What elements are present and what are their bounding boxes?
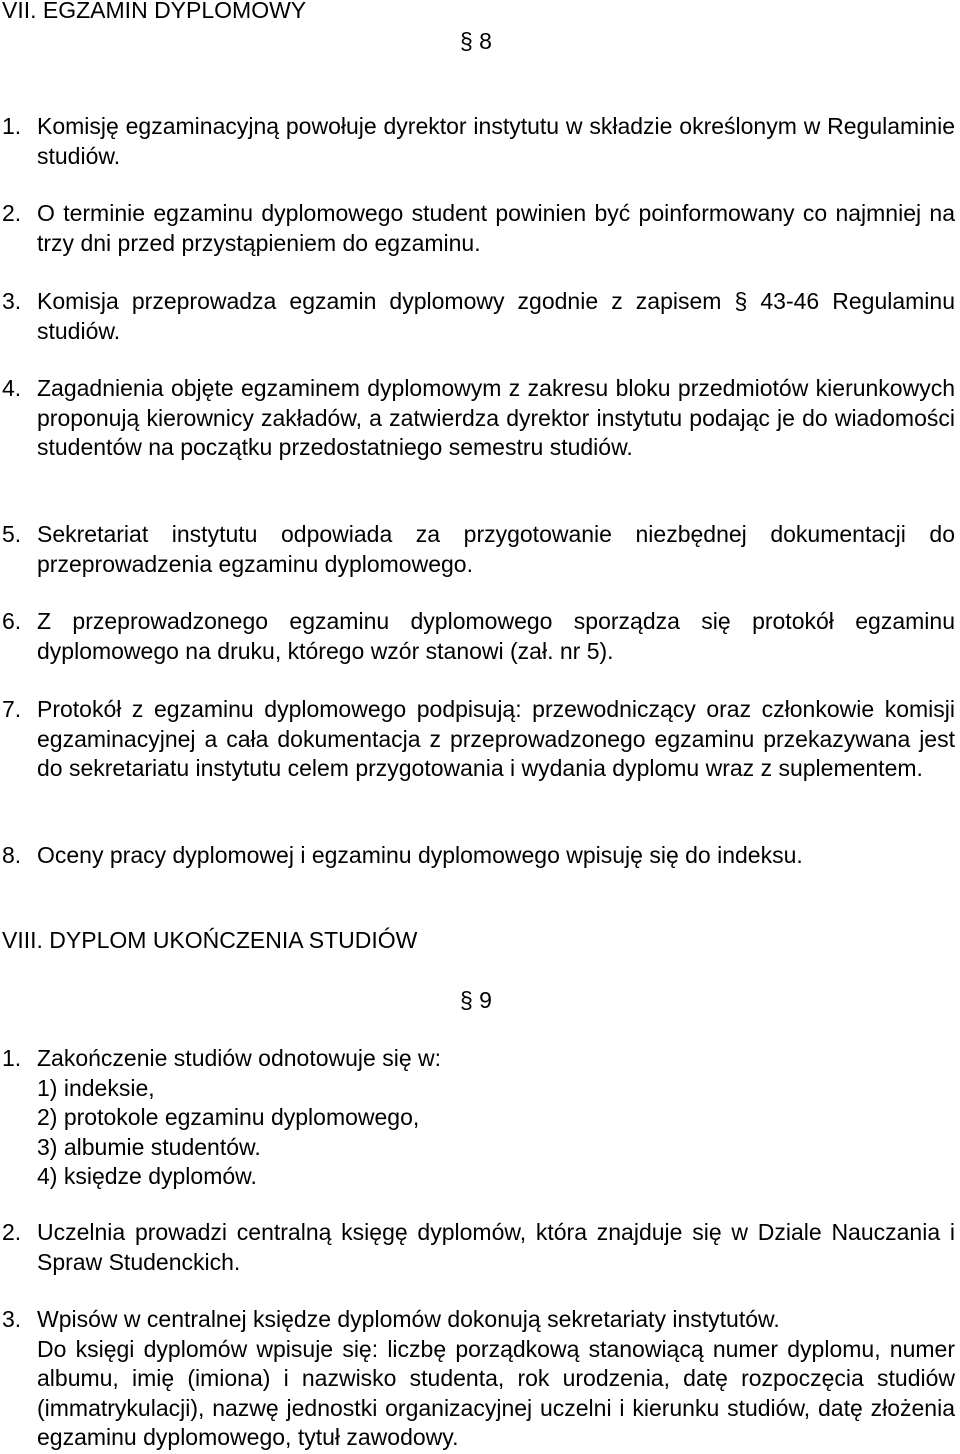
item-text: Komisja przeprowadza egzamin dyplomowy zgodnie z zapisem § 43-46 Regulaminu studiów. bbox=[37, 288, 955, 344]
sub-list-item bbox=[37, 1133, 955, 1163]
sub-item-number: 4) bbox=[37, 1163, 58, 1189]
item-number: 5. bbox=[2, 521, 22, 547]
item-text: Zagadnienia objęte egzaminem dyplomowym z zakresu bloku przedmiotów kierunkowych proponują kierownicy zakładów, a zatwierdza dyrektor instytutu podając je do wiadomości studentów na początku przedostatniego semestru studiów. bbox=[37, 375, 955, 460]
list-item-vii-4 bbox=[2, 374, 955, 463]
item-number: 1. bbox=[2, 1045, 22, 1071]
sub-item-text: protokole egzaminu dyplomowego, bbox=[63, 1104, 420, 1130]
sub-item-text: księdze dyplomów. bbox=[63, 1163, 257, 1189]
list-item-vii-7 bbox=[2, 695, 955, 784]
item-text: Oceny pracy dyplomowej i egzaminu dyplomowego wpisuję się do indeksu. bbox=[37, 842, 803, 868]
paragraph-mark-9: § 9 bbox=[460, 987, 492, 1013]
list-item-vii-5 bbox=[2, 520, 955, 579]
sub-item-text: albumie studentów. bbox=[63, 1133, 261, 1160]
item-text: Protokół z egzaminu dyplomowego podpisują: przewodniczący oraz członkowie komisji egzaminacyjnej a cała dokumentacja z przeprowadzonego egzaminu przekazywana jest do sekretariatu instytutu celem przygotowania i wydania dyplomu wraz z suplementem. bbox=[37, 696, 955, 781]
sub-list-item bbox=[37, 1162, 955, 1192]
list-item-vii-1 bbox=[2, 112, 955, 171]
list-item-viii-3 bbox=[2, 1305, 955, 1453]
sub-item-number: 3) bbox=[37, 1133, 58, 1160]
item-text: O terminie egzaminu dyplomowego student powinien być poinformowany co najmniej na trzy dni przed przystąpieniem do egzaminu. bbox=[37, 200, 955, 256]
item-number: 3. bbox=[2, 288, 22, 314]
item-text: Zakończenie studiów odnotowuje się w: bbox=[37, 1045, 442, 1071]
item-number: 2. bbox=[2, 1219, 22, 1245]
sub-item-text: indeksie, bbox=[63, 1074, 155, 1101]
paragraph-mark-8: § 8 bbox=[460, 28, 492, 54]
item-number: 4. bbox=[2, 375, 22, 401]
list-item-viii-1 bbox=[2, 1044, 955, 1192]
item-number: 7. bbox=[2, 696, 22, 722]
item-text: Sekretariat instytutu odpowiada za przygotowanie niezbędnej dokumentacji do przeprowadzenia egzaminu dyplomowego. bbox=[37, 521, 955, 577]
sub-item-number: 1) bbox=[37, 1074, 58, 1101]
section-title-viii: VIII. DYPLOM UKOŃCZENIA STUDIÓW bbox=[2, 927, 418, 953]
item-text: Wpisów w centralnej księdze dyplomów dokonują sekretariaty instytutów. bbox=[37, 1306, 780, 1332]
item-text: Uczelnia prowadzi centralną księgę dyplomów, która znajduje się w Dziale Nauczania i Spraw Studenckich. bbox=[37, 1219, 955, 1275]
list-item-vii-8 bbox=[2, 841, 955, 871]
item-number: 8. bbox=[2, 842, 22, 868]
sub-item-number: 2) bbox=[37, 1104, 58, 1130]
section-title-vii: VII. EGZAMIN DYPLOMOWY bbox=[2, 0, 307, 23]
item-extra-text: Do księgi dyplomów wpisuje się: liczbę porządkową stanowiącą numer dyplomu, numer albumu, imię (imiona) i nazwisko studenta, rok urodzenia, datę rozpoczęcia studiów (immatrykulacji), nazwę jednostki organizacyjnej uczelni i kierunku studiów, datę złożenia egzaminu dyplomowego, tytuł zawodowy. bbox=[37, 1335, 955, 1450]
item-text: Z przeprowadzonego egzaminu dyplomowego sporządza się protokół egzaminu dyplomowego na druku, którego wzór stanowi (zał. nr 5). bbox=[37, 608, 955, 664]
list-item-vii-3 bbox=[2, 287, 955, 346]
sub-list-item bbox=[37, 1074, 955, 1104]
list-item-viii-2 bbox=[2, 1218, 955, 1277]
sub-list bbox=[37, 1074, 955, 1192]
item-number: 6. bbox=[2, 608, 22, 634]
list-item-vii-6 bbox=[2, 607, 955, 666]
item-number: 2. bbox=[2, 200, 22, 226]
item-number: 3. bbox=[2, 1306, 22, 1332]
sub-list-item bbox=[37, 1103, 955, 1133]
item-number: 1. bbox=[2, 113, 22, 139]
item-text: Komisję egzaminacyjną powołuje dyrektor instytutu w składzie określonym w Regulaminie studiów. bbox=[37, 113, 955, 169]
list-item-vii-2 bbox=[2, 199, 955, 258]
